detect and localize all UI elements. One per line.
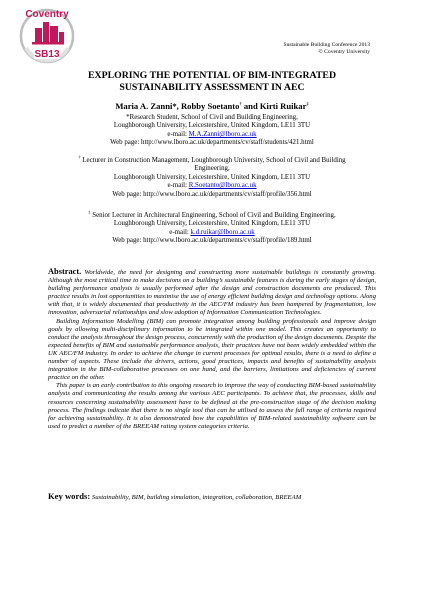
author-name: Kirti Ruikar	[259, 101, 307, 111]
affiliation-line-cont: Engineering,	[194, 165, 230, 173]
affiliation-email-row	[48, 131, 376, 139]
email-link[interactable]: R.Soetanto@lboro.ac.uk	[188, 182, 257, 190]
conference-logo-icon	[18, 4, 76, 66]
affiliation-text: Lecturer in Construction Management, Loughborough University, School of Civil and Building	[80, 157, 346, 164]
conference-name: Sustainable Building Conference 2013	[283, 42, 370, 48]
email-link[interactable]: k.d.ruikar@lboro.ac.uk	[190, 228, 255, 236]
affiliation-mark: ‡	[88, 209, 91, 215]
keywords-text: Sustainability, BIM, building simulation, integration, collaboration, BREEAM	[90, 494, 302, 501]
affiliation-email-row	[48, 229, 376, 237]
abstract-paragraph-3: This paper is an early contribution to this ongoing research to improve the way of conducting BIM-based sustainability analysis and communicating the results among the various AEC participants. To achieve that, the processes, skills and resources concerning sustainability assessment have to be defined at the pre-construction stage of the decision making process. The findings indicate that there is no single tool that can be utilised to assess the full range of criteria required for achieving sustainability. It is also demonstrated how the capabilities of BIM-related sustainability software can be used to predict a number of the BREEAM rating system categories criteria.	[48, 382, 376, 430]
affiliation-3	[48, 209, 376, 246]
abstract-text: Worldwide, the need for designing and constructing more sustainable buildings is constantly growing. Although the most critical time to make decisions on a building’s sustainable features is during the early stages of design, building performance analysis is usually performed after the design and construction documents are produced. This practice results in lost opportunities to maximise the use of energy efficient building design and technology options. Along with that, it is widely documented that productivity in the AEC/FM industry has been hampered by fragmentation, low innovation, adversarial relationships and slow adoption of Information Communication Technologies.	[48, 269, 376, 317]
affiliation-address: Loughborough University, Leicestershire, United Kingdom, LE11 3TU	[113, 173, 311, 181]
conference-header	[283, 42, 370, 56]
keywords-section	[48, 492, 376, 502]
affiliation-webpage: Web page: http://www.lboro.ac.uk/departments/cv/staff/students/421.html	[110, 139, 314, 147]
email-label: e-mail:	[167, 182, 189, 190]
logo-top-text: Coventry	[25, 9, 69, 20]
affiliation-email-row	[48, 182, 376, 190]
abstract-label: Abstract.	[48, 267, 82, 276]
conference-copyright: © Coventry University	[318, 49, 370, 55]
affiliation-1	[48, 114, 376, 148]
author-name: Robby Soetanto	[180, 101, 240, 111]
author-name: Maria A. Zanni	[115, 101, 173, 111]
author-separator: and	[241, 101, 260, 111]
logo-bottom-text: SB13	[34, 49, 60, 60]
abstract-section	[48, 268, 376, 431]
email-label: e-mail:	[167, 130, 189, 138]
paper-title	[40, 70, 384, 94]
affiliation-line	[48, 154, 376, 165]
title-line-2: SUSTAINABILITY ASSESSMENT IN AEC	[119, 82, 305, 93]
title-line-1: EXPLORING THE POTENTIAL OF BIM-INTEGRATED	[87, 70, 337, 81]
affiliation-line: *Research Student, School of Civil and Building Engineering,	[126, 114, 298, 121]
abstract-paragraph-2: Building Information Modelling (BIM) can promote integration among building professionals and improve design goals by allowing multi-disciplinary information to be integrated within one model. This creates an opportunity to conduct the analysis throughout the design process, concurrently with the production of the design documents. Despite the expected benefits of BIM and sustainable performance analysis, their practices have not been widely embedded within the UK AEC/FM industry. In order to achieve the change in current processes for optimal results, there is a need to define a number of aspects. These include the drivers, actions, good practices, impacts and benefits of sustainability analysis integration in the BIM-collaborative processes on one hand, and the barriers, limitations and deficiencies of current practice on the other.	[48, 317, 376, 382]
email-label: e-mail:	[169, 228, 191, 236]
abstract-paragraph-1	[48, 268, 376, 318]
email-link[interactable]: M.A.Zanni@lboro.ac.uk	[188, 130, 257, 138]
affiliation-mark: †	[78, 154, 81, 160]
affiliation-address: Loughborough University, Leicestershire, United Kingdom, LE11 3TU	[113, 220, 311, 228]
author-separator: ,	[176, 101, 181, 111]
keywords-label: Key words:	[48, 491, 91, 501]
affiliation-address: Loughborough University, Leicestershire, United Kingdom, LE11 3TU	[113, 122, 311, 130]
affiliation-2	[48, 154, 376, 199]
author-mark: *	[172, 101, 177, 111]
author-list	[40, 101, 384, 111]
conference-logo	[18, 4, 76, 66]
author-mark: †	[239, 101, 242, 107]
affiliation-webpage: Web page: http://www.lboro.ac.uk/departments/cv/staff/profile/356.html	[112, 190, 312, 198]
author-mark: ‡	[306, 101, 309, 107]
affiliation-line	[48, 209, 376, 220]
affiliation-webpage: Web page: http://www.lboro.ac.uk/departments/cv/staff/profile/189.html	[112, 237, 312, 245]
affiliation-text: Senior Lecturer in Architectural Engineering, School of Civil and Building Engineering,	[90, 212, 336, 219]
